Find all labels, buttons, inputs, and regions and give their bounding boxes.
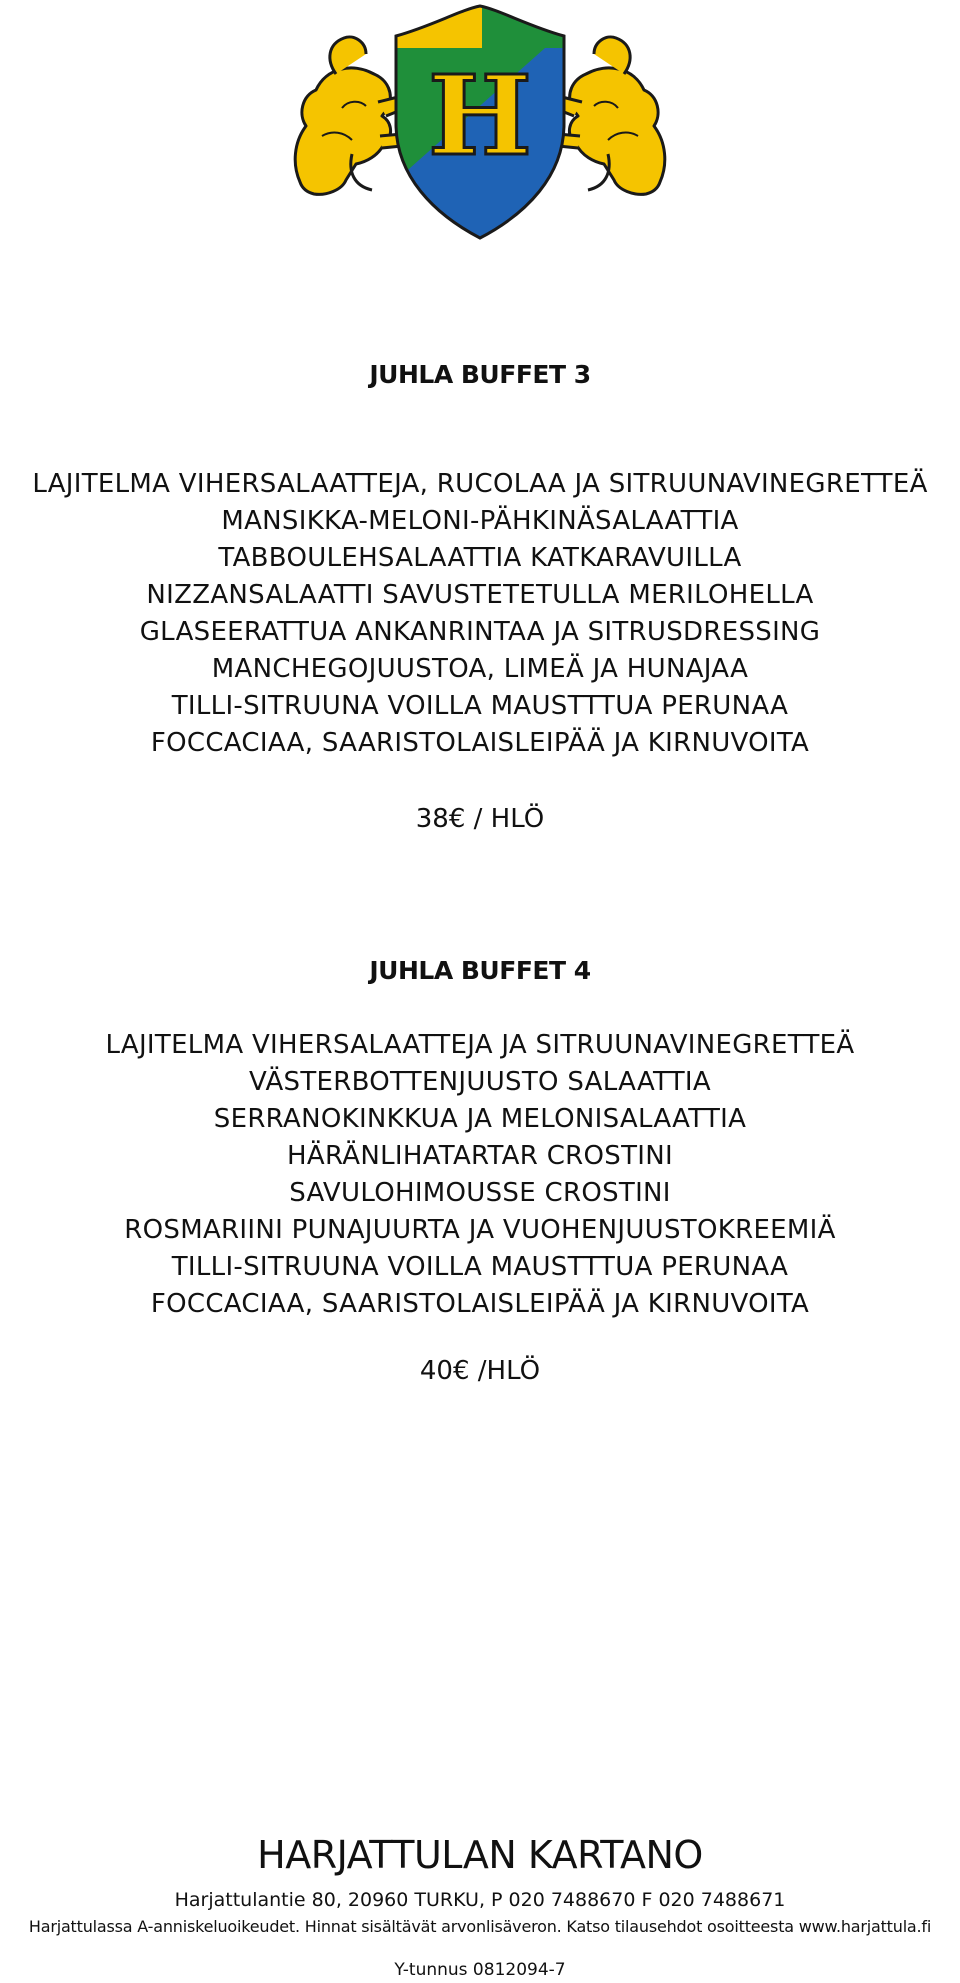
menu-item: MANSIKKA-MELONI-PÄHKINÄSALAATTIA xyxy=(221,506,739,536)
menu-item: GLASEERATTUA ANKANRINTAA JA SITRUSDRESSING xyxy=(139,617,821,647)
business-id: Y-tunnus 0812094-7 xyxy=(394,1960,566,1980)
menu-item: TILLI-SITRUUNA VOILLA MAUSTTTUA PERUNAA xyxy=(171,1252,789,1282)
menu-item: LAJITELMA VIHERSALAATTEJA JA SITRUUNAVINEGRETTEÄ xyxy=(105,1030,855,1060)
company-address: Harjattulantie 80, 20960 TURKU, P 020 7488670 F 020 7488671 xyxy=(174,1889,786,1911)
menu-item: VÄSTERBOTTENJUUSTO SALAATTIA xyxy=(249,1067,711,1097)
menu-item: HÄRÄNLIHATARTAR CROSTINI xyxy=(287,1141,673,1171)
buffet3-menu-list xyxy=(0,466,960,762)
menu-item: TILLI-SITRUUNA VOILLA MAUSTTTUA PERUNAA xyxy=(171,691,789,721)
menu-item: SERRANOKINKKUA JA MELONISALAATTIA xyxy=(213,1104,747,1134)
buffet4-price: 40€ /HLÖ xyxy=(419,1356,541,1386)
harjattula-crest-logo xyxy=(282,4,678,242)
shield-icon xyxy=(392,4,572,242)
menu-item: LAJITELMA VIHERSALAATTEJA, RUCOLAA JA SITRUUNAVINEGRETTEÄ xyxy=(32,469,928,499)
menu-item: SAVULOHIMOUSSE CROSTINI xyxy=(289,1178,671,1208)
buffet3-price: 38€ / HLÖ xyxy=(415,804,545,834)
menu-item: FOCCACIAA, SAARISTOLAISLEIPÄÄ JA KIRNUVOITA xyxy=(150,1289,810,1319)
legal-notice: Harjattulassa A-anniskeluoikeudet. Hinnat sisältävät arvonlisäveron. Katso tilausehdot osoitteesta www.harjattula.fi xyxy=(28,1917,932,1936)
menu-item: MANCHEGOJUUSTOA, LIMEÄ JA HUNAJAA xyxy=(211,654,749,684)
menu-item: TABBOULEHSALAATTIA KATKARAVUILLA xyxy=(218,543,742,573)
right-lion-icon xyxy=(554,37,665,194)
left-lion-icon xyxy=(295,37,406,194)
buffet4-menu-list xyxy=(0,1027,960,1323)
menu-item: FOCCACIAA, SAARISTOLAISLEIPÄÄ JA KIRNUVOITA xyxy=(150,728,810,758)
menu-item: NIZZANSALAATTI SAVUSTETETULLA MERILOHELLA xyxy=(146,580,814,610)
buffet4-title: JUHLA BUFFET 4 xyxy=(369,956,591,985)
shield-letter: H xyxy=(428,51,532,180)
buffet3-title: JUHLA BUFFET 3 xyxy=(369,360,591,389)
menu-item: ROSMARIINI PUNAJUURTA JA VUOHENJUUSTOKREEMIÄ xyxy=(124,1215,836,1245)
company-name: HARJATTULAN KARTANO xyxy=(257,1833,703,1877)
